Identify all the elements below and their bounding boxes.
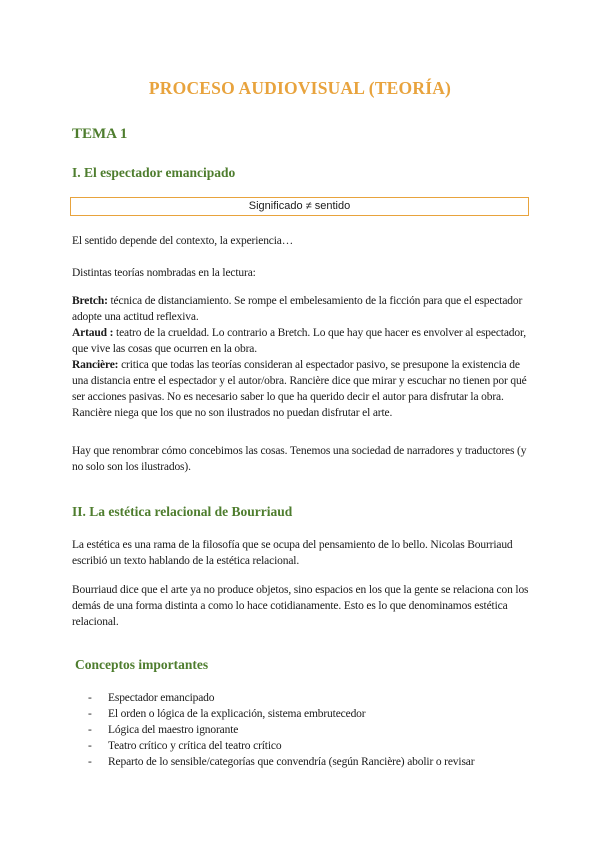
list-bullet: - (88, 692, 92, 704)
list-item (88, 722, 474, 738)
list-item-text: Teatro crítico y crítica del teatro crítico (108, 740, 282, 752)
paragraph-teorias (72, 293, 530, 421)
list-bullet: - (88, 740, 92, 752)
list-item (88, 690, 474, 706)
section-heading-estetica-relacional: II. La estética relacional de Bourriaud (72, 504, 293, 519)
paragraph-estetica: La estética es una rama de la filosofía que se ocupa del pensamiento de lo bello. Nicolas Bourriaud escribió un texto hablando de la estética relacional. (72, 539, 513, 567)
list-item-text: Reparto de lo sensible/categorías que convendría (según Rancière) abolir o revisar (108, 756, 475, 768)
document-title: PROCESO AUDIOVISUAL (TEORÍA) (148, 78, 452, 98)
brecht-entry (72, 295, 522, 323)
paragraph-teorias-intro: Distintas teorías nombradas en la lectura: (72, 267, 256, 279)
list-item (88, 754, 474, 770)
highlight-box: Significado ≠ sentido (70, 197, 529, 216)
paragraph-renombrar: Hay que renombrar cómo concebimos las cosas. Tenemos una sociedad de narradores y traductores (y no solo son los ilustrados). (72, 445, 527, 473)
ranciere-entry (72, 359, 527, 419)
brecht-label: Bretch: (72, 295, 108, 307)
section-heading-conceptos: Conceptos importantes (75, 657, 209, 672)
list-bullet: - (88, 756, 92, 768)
section-heading-espectador: I. El espectador emancipado (72, 165, 236, 180)
list-bullet: - (88, 724, 92, 736)
list-item-text: El orden o lógica de la explicación, sistema embrutecedor (108, 708, 366, 720)
list-item-text: Lógica del maestro ignorante (108, 724, 239, 736)
brecht-text: técnica de distanciamiento. Se rompe el embelesamiento de la ficción para que el espectador adopte una actitud reflexiva. (72, 295, 523, 323)
conceptos-list (88, 690, 474, 770)
artaud-entry (72, 327, 526, 355)
ranciere-text: critica que todas las teorías consideran al espectador pasivo, se presupone la existencia de una distancia entre el espectador y el autor/obra. Rancière dice que mirar y escuchar no tienen por qué ser acciones pasivas. No es necesario saber lo que ha querido decir el autor para disfrutar la obra. Rancière niega que los que no son ilustrados no puedan disfrutar el arte. (72, 359, 527, 419)
list-item-text: Espectador emancipado (108, 692, 215, 704)
list-item (88, 706, 474, 722)
list-bullet: - (88, 708, 92, 720)
list-item (88, 738, 474, 754)
tema-heading: TEMA 1 (72, 126, 128, 142)
ranciere-label: Rancière: (72, 359, 119, 371)
artaud-text: teatro de la crueldad. Lo contrario a Bretch. Lo que hay que hacer es envolver al espectador, que vive las cosas que ocurren en la obra. (72, 327, 526, 355)
paragraph-bourriaud: Bourriaud dice que el arte ya no produce objetos, sino espacios en los que la gente se relaciona con los demás de una forma distinta a como lo hace cotidianamente. Esto es lo que denominamos estética relacional. (72, 584, 529, 628)
artaud-label: Artaud : (72, 327, 114, 339)
paragraph-sentido: El sentido depende del contexto, la experiencia… (72, 235, 294, 247)
